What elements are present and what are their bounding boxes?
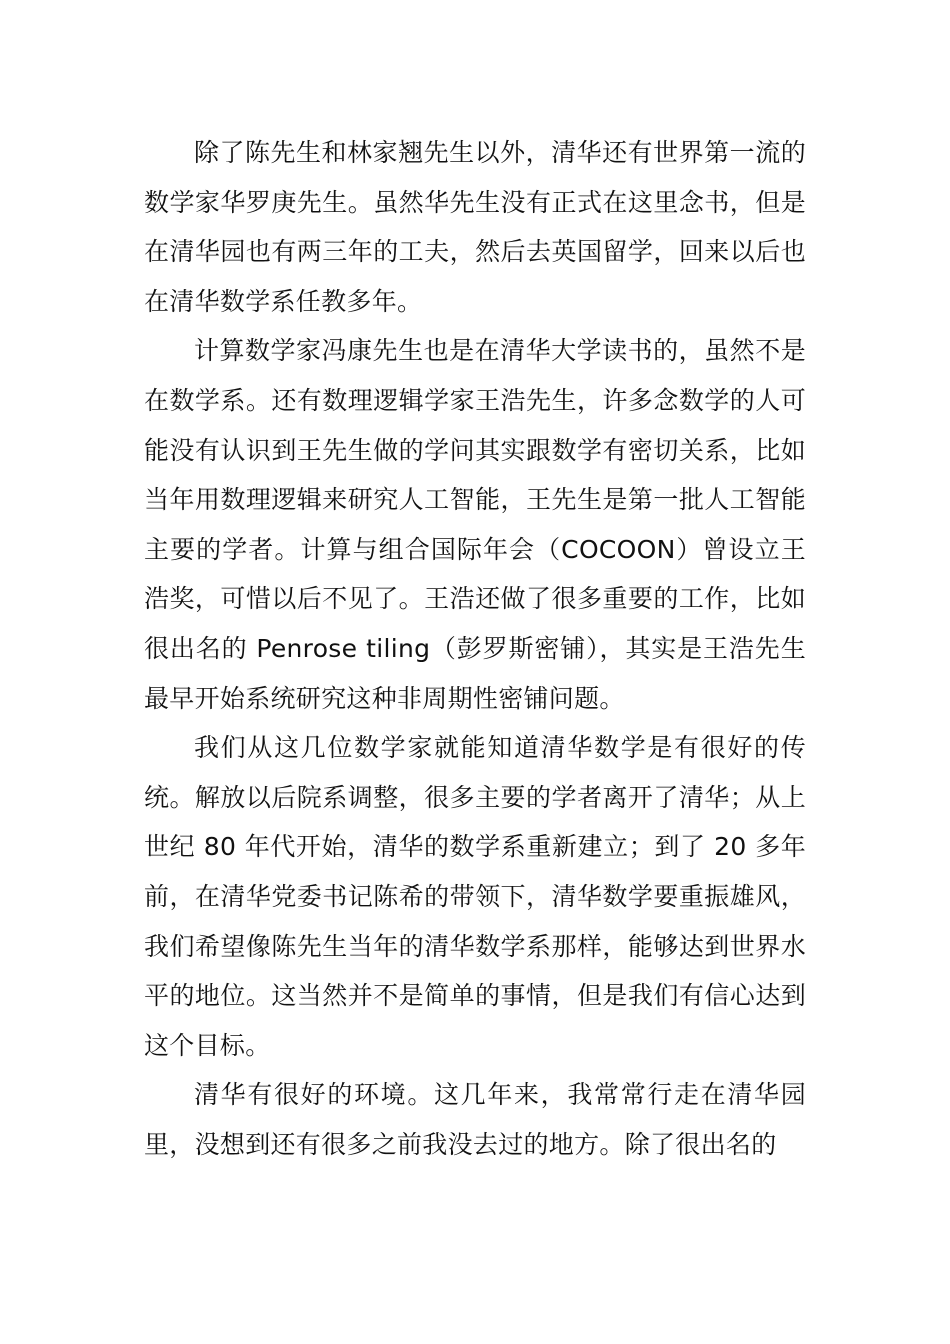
paragraph-1: 除了陈先生和林家翘先生以外，清华还有世界第一流的数学家华罗庚先生。虽然华先生没有正式在这里念书，但是在清华园也有两三年的工夫，然后去英国留学，回来以后也在清华数学系任教多年。 xyxy=(144,138,806,316)
paragraph-4: 清华有很好的环境。这几年来，我常常行走在清华园里，没想到还有很多之前我没去过的地方。除了很出名的 xyxy=(144,1080,806,1159)
paragraph-2: 计算数学家冯康先生也是在清华大学读书的，虽然不是在数学系。还有数理逻辑学家王浩先生，许多念数学的人可能没有认识到王先生做的学问其实跟数学有密切关系，比如当年用数理逻辑来研究人工智能，王先生是第一批人工智能主要的学者。计算与组合国际年会（COCOON）曾设立王浩奖，可惜以后不见了。王浩还做了很多重要的工作，比如很出名的 Penrose tiling（彭罗斯密铺），其实是王浩先生最早开始系统研究这种非周期性密铺问题。 xyxy=(144,336,806,713)
document-body xyxy=(144,128,806,1169)
paragraph-3: 我们从这几位数学家就能知道清华数学是有很好的传统。解放以后院系调整，很多主要的学者离开了清华；从上世纪 80 年代开始，清华的数学系重新建立；到了 20 多年前，在清华党委书记陈希的带领下，清华数学要重振雄风，我们希望像陈先生当年的清华数学系那样，能够达到世界水平的地位。这当然并不是简单的事情，但是我们有信心达到这个目标。 xyxy=(144,733,806,1060)
